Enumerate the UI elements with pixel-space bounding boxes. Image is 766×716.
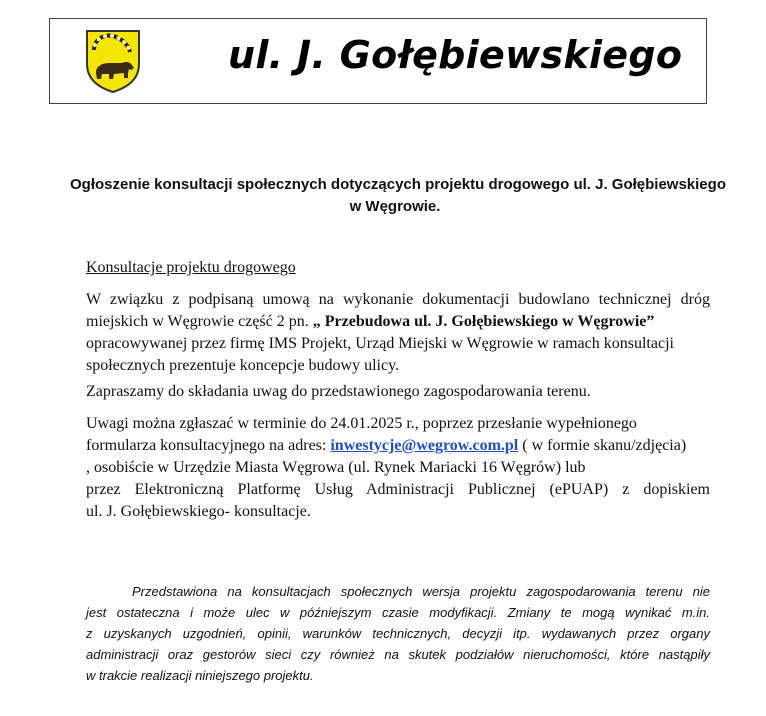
email-link[interactable]: inwestycje@wegrow.com.pl <box>330 437 519 454</box>
heading-line: w Węgrowie. <box>349 198 441 215</box>
note-line: Przedstawiona na konsultacjach społecznych wersja projektu zagospodarowania terenu nie <box>132 584 710 599</box>
text-line <box>86 311 726 333</box>
header-box <box>49 18 707 104</box>
text-line: , osobiście w Urzędzie Miasta Węgrowa (ul. Rynek Mariacki 16 Węgrów) lub <box>86 459 586 476</box>
paragraph-invite: Zapraszamy do składania uwag do przedstawionego zagospodarowania terenu. <box>86 383 591 400</box>
text-line: opracowywanej przez firmę IMS Projekt, Urząd Miejski w Węgrowie w ramach konsultacji <box>86 335 674 352</box>
note-line: jest ostateczna i może ulec w późniejszym czasie modyfikacji. Zmiany te mogą wynikać m.in. <box>86 605 710 620</box>
project-name: „ Przebudowa ul. J. Gołębiewskiego w Węgrowie” <box>312 313 655 330</box>
paragraph-submission <box>86 413 726 523</box>
coat-of-arms-icon <box>84 28 142 94</box>
section-title: Konsultacje projektu drogowego <box>86 259 296 276</box>
text-line: ul. J. Gołębiewskiego- konsultacje. <box>86 503 311 520</box>
text-segment: miejskich w Węgrowie część 2 pn. <box>86 313 313 330</box>
text-segment: formularza konsultacyjnego na adres: <box>86 437 331 454</box>
note-line: z uzyskanych uzgodnień, opinii, warunków technicznych, decyzji itp. wydawanych przez organy <box>86 626 710 641</box>
text-line: przez Elektroniczną Platformę Usług Administracji Publicznej (ePUAP) z dopiskiem <box>86 481 710 498</box>
announcement-heading <box>70 174 726 218</box>
note-line: w trakcie realizacji niniejszego projektu. <box>86 668 314 683</box>
text-line: W związku z podpisaną umową na wykonanie dokumentacji budowlano technicznej dróg <box>86 291 710 308</box>
text-line: społecznych prezentuje koncepcje budowy ulicy. <box>86 357 400 374</box>
disclaimer-note <box>86 581 710 686</box>
paragraph-intro <box>86 289 726 377</box>
text-line: Uwagi można zgłaszać w terminie do 24.01.2025 r., poprzez przesłanie wypełnionego <box>86 415 637 432</box>
heading-line: Ogłoszenie konsultacji społecznych dotyczących projektu drogowego ul. J. Gołębiewskiego <box>70 176 726 193</box>
note-line: administracji oraz gestorów sieci czy również na skutek podziałów nieruchomości, które nastąpiły <box>86 647 710 662</box>
text-segment: ( w formie skanu/zdjęcia) <box>518 437 687 454</box>
page-title: ul. J. Gołębiewskiego <box>228 33 683 77</box>
text-line <box>86 435 726 457</box>
